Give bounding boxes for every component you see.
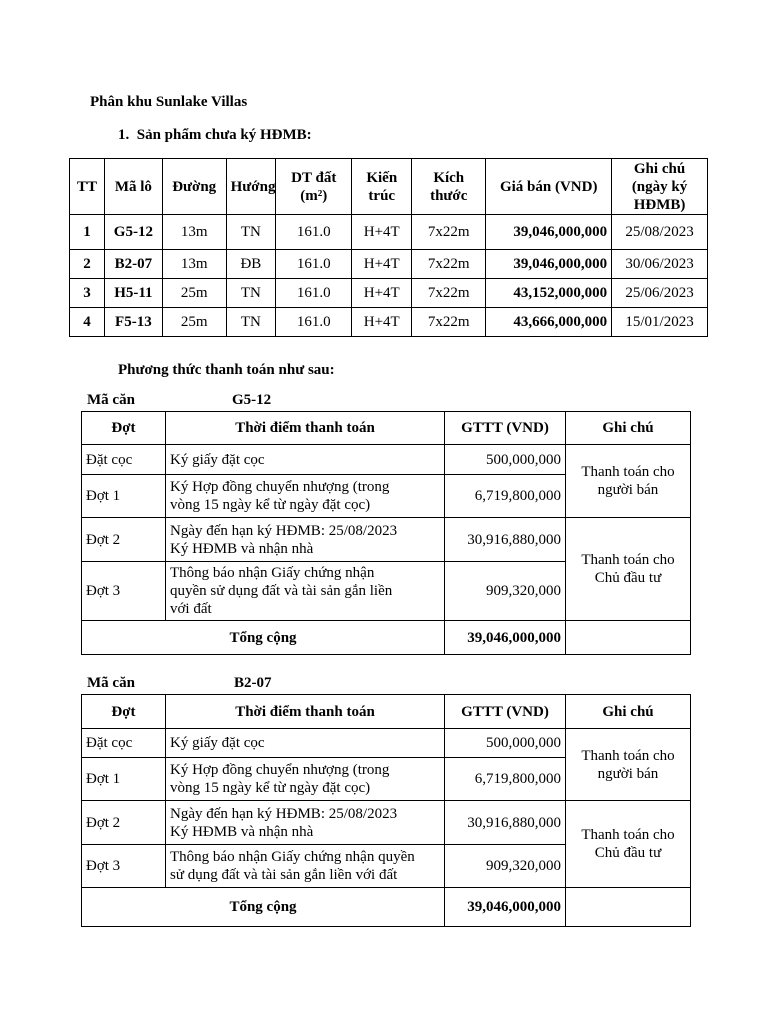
cell-kich-thuoc: 7x22m <box>412 308 486 337</box>
payment-header-row <box>82 695 691 729</box>
line: sử dụng đất và tài sản gắn liền với đất <box>170 867 398 883</box>
note-investor <box>566 518 691 621</box>
cell-thoi-diem <box>166 518 445 562</box>
payment-header-row <box>82 412 691 445</box>
table-row <box>70 250 708 279</box>
note-seller-line-1: Thanh toán cho <box>581 747 675 764</box>
total-row <box>82 621 691 655</box>
line: Ký HĐMB và nhận nhà <box>170 540 314 557</box>
dt-dat-label: DT đất <box>291 169 337 186</box>
line: Ngày đến hạn ký HĐMB: 25/08/2023 <box>170 805 398 822</box>
total-note <box>566 888 691 927</box>
note-seller <box>566 445 691 518</box>
header-dot: Đợt <box>82 412 166 445</box>
cell-dot: Đặt cọc <box>82 729 166 758</box>
cell-huong: ĐB <box>226 250 275 279</box>
header-gia-ban: Giá bán (VND) <box>486 159 612 215</box>
cell-gia: 43,666,000,000 <box>486 308 612 337</box>
note-investor-line-2: Chủ đầu tư <box>594 845 662 861</box>
cell-kich-thuoc: 7x22m <box>412 215 486 250</box>
cell-dt: 161.0 <box>276 308 352 337</box>
header-kien-truc: Kiến trúc <box>352 159 412 215</box>
total-row <box>82 888 691 927</box>
table-row <box>70 215 708 250</box>
cell-ghi-chu: 25/06/2023 <box>612 279 708 308</box>
line: Ký Hợp đồng chuyển nhượng (trong <box>170 479 390 495</box>
cell-tt: 3 <box>70 279 105 308</box>
line: vòng 15 ngày kể từ ngày đặt cọc) <box>170 780 371 796</box>
unit-2-label: Mã căn <box>87 675 135 691</box>
total-label: Tổng cộng <box>82 621 445 655</box>
header-duong: Đường <box>162 159 226 215</box>
cell-gia: 43,152,000,000 <box>486 279 612 308</box>
line: Ký Hợp đồng chuyển nhượng (trong <box>170 762 390 778</box>
section-1-heading <box>118 127 312 144</box>
cell-gttt: 909,320,000 <box>445 562 566 621</box>
cell-thoi-diem: Ký giấy đặt cọc <box>166 729 445 758</box>
cell-thoi-diem <box>166 801 445 845</box>
note-investor-line-2: Chủ đầu tư <box>594 570 662 586</box>
section-1-title: Sản phẩm chưa ký HĐMB: <box>136 127 312 143</box>
note-seller-line-2: người bán <box>597 482 659 498</box>
cell-ghi-chu: 25/08/2023 <box>612 215 708 250</box>
cell-gttt: 30,916,880,000 <box>445 518 566 562</box>
cell-huong: TN <box>226 279 275 308</box>
cell-thoi-diem <box>166 562 445 621</box>
cell-kien-truc: H+4T <box>352 308 412 337</box>
payment-table-b2-07 <box>81 694 691 927</box>
header-gttt: GTTT (VND) <box>445 412 566 445</box>
line: Thông báo nhận Giấy chứng nhận quyền <box>170 849 415 865</box>
line: Ký HĐMB và nhận nhà <box>170 823 314 840</box>
table-row <box>82 445 691 475</box>
payment-title: Phương thức thanh toán như sau: <box>118 362 335 378</box>
header-ghi-chu <box>612 159 708 215</box>
payment-table-g5-12 <box>81 411 691 655</box>
table-row <box>82 729 691 758</box>
table-row <box>82 518 691 562</box>
line: vòng 15 ngày kể từ ngày đặt cọc) <box>170 497 371 513</box>
cell-ma-lo: F5-13 <box>105 308 163 337</box>
ghi-chu-line-3: HĐMB) <box>633 196 686 213</box>
cell-ghi-chu: 15/01/2023 <box>612 308 708 337</box>
header-thoi-diem: Thời điểm thanh toán <box>166 695 445 729</box>
cell-thoi-diem: Ký giấy đặt cọc <box>166 445 445 475</box>
cell-dt: 161.0 <box>276 250 352 279</box>
header-gttt: GTTT (VND) <box>445 695 566 729</box>
cell-ma-lo: B2-07 <box>105 250 163 279</box>
header-dot: Đợt <box>82 695 166 729</box>
cell-huong: TN <box>226 215 275 250</box>
line: quyền sử dụng đất và tài sản gắn liền <box>170 583 393 599</box>
cell-ghi-chu: 30/06/2023 <box>612 250 708 279</box>
note-seller <box>566 729 691 801</box>
table-row <box>82 801 691 845</box>
section-1-number: 1. <box>118 127 130 143</box>
cell-dt: 161.0 <box>276 279 352 308</box>
cell-duong: 13m <box>162 215 226 250</box>
cell-duong: 25m <box>162 279 226 308</box>
cell-dot: Đợt 2 <box>82 518 166 562</box>
cell-dot: Đợt 1 <box>82 475 166 518</box>
cell-gttt: 6,719,800,000 <box>445 475 566 518</box>
unit-1-label: Mã căn <box>87 392 135 408</box>
cell-duong: 25m <box>162 308 226 337</box>
header-kich-thuoc: Kích thước <box>412 159 486 215</box>
cell-gia: 39,046,000,000 <box>486 215 612 250</box>
header-dt-dat <box>276 159 352 215</box>
note-investor-line-1: Thanh toán cho <box>581 552 675 568</box>
dt-dat-unit: (m²) <box>300 187 328 204</box>
total-value: 39,046,000,000 <box>445 621 566 655</box>
ghi-chu-line-2: (ngày ký <box>631 178 688 195</box>
cell-ma-lo: G5-12 <box>105 215 163 250</box>
cell-tt: 2 <box>70 250 105 279</box>
note-seller-line-2: người bán <box>597 765 659 782</box>
note-investor <box>566 801 691 888</box>
unit-2-code: B2-07 <box>234 675 272 691</box>
header-ghi-chu: Ghi chú <box>566 412 691 445</box>
line: Ngày đến hạn ký HĐMB: 25/08/2023 <box>170 522 398 539</box>
unit-1-code: G5-12 <box>232 392 272 408</box>
cell-dot: Đợt 2 <box>82 801 166 845</box>
header-thoi-diem: Thời điểm thanh toán <box>166 412 445 445</box>
cell-gttt: 500,000,000 <box>445 445 566 475</box>
cell-kich-thuoc: 7x22m <box>412 250 486 279</box>
header-tt: TT <box>70 159 105 215</box>
zone-title: Phân khu Sunlake Villas <box>90 94 248 110</box>
header-ma-lo: Mã lô <box>105 159 163 215</box>
cell-tt: 4 <box>70 308 105 337</box>
cell-gttt: 500,000,000 <box>445 729 566 758</box>
total-label: Tổng cộng <box>82 888 445 927</box>
cell-gttt: 909,320,000 <box>445 845 566 888</box>
cell-thoi-diem <box>166 758 445 801</box>
ghi-chu-line-1: Ghi chú <box>633 160 686 177</box>
cell-thoi-diem <box>166 845 445 888</box>
cell-gttt: 30,916,880,000 <box>445 801 566 845</box>
cell-kien-truc: H+4T <box>352 250 412 279</box>
total-value: 39,046,000,000 <box>445 888 566 927</box>
products-table <box>69 158 708 337</box>
total-note <box>566 621 691 655</box>
cell-ma-lo: H5-11 <box>105 279 163 308</box>
cell-kich-thuoc: 7x22m <box>412 279 486 308</box>
products-header-row <box>70 159 708 215</box>
header-ghi-chu: Ghi chú <box>566 695 691 729</box>
table-row <box>70 279 708 308</box>
cell-kien-truc: H+4T <box>352 279 412 308</box>
cell-dt: 161.0 <box>276 215 352 250</box>
line: với đất <box>170 601 212 617</box>
cell-dot: Đợt 3 <box>82 562 166 621</box>
cell-kien-truc: H+4T <box>352 215 412 250</box>
cell-duong: 13m <box>162 250 226 279</box>
cell-tt: 1 <box>70 215 105 250</box>
note-seller-line-1: Thanh toán cho <box>581 464 675 480</box>
cell-gttt: 6,719,800,000 <box>445 758 566 801</box>
cell-huong: TN <box>226 308 275 337</box>
cell-dot: Đợt 3 <box>82 845 166 888</box>
cell-thoi-diem <box>166 475 445 518</box>
cell-gia: 39,046,000,000 <box>486 250 612 279</box>
header-huong: Hướng <box>226 159 275 215</box>
line: Thông báo nhận Giấy chứng nhận <box>170 565 375 581</box>
table-row <box>70 308 708 337</box>
note-investor-line-1: Thanh toán cho <box>581 827 675 843</box>
cell-dot: Đợt 1 <box>82 758 166 801</box>
cell-dot: Đặt cọc <box>82 445 166 475</box>
